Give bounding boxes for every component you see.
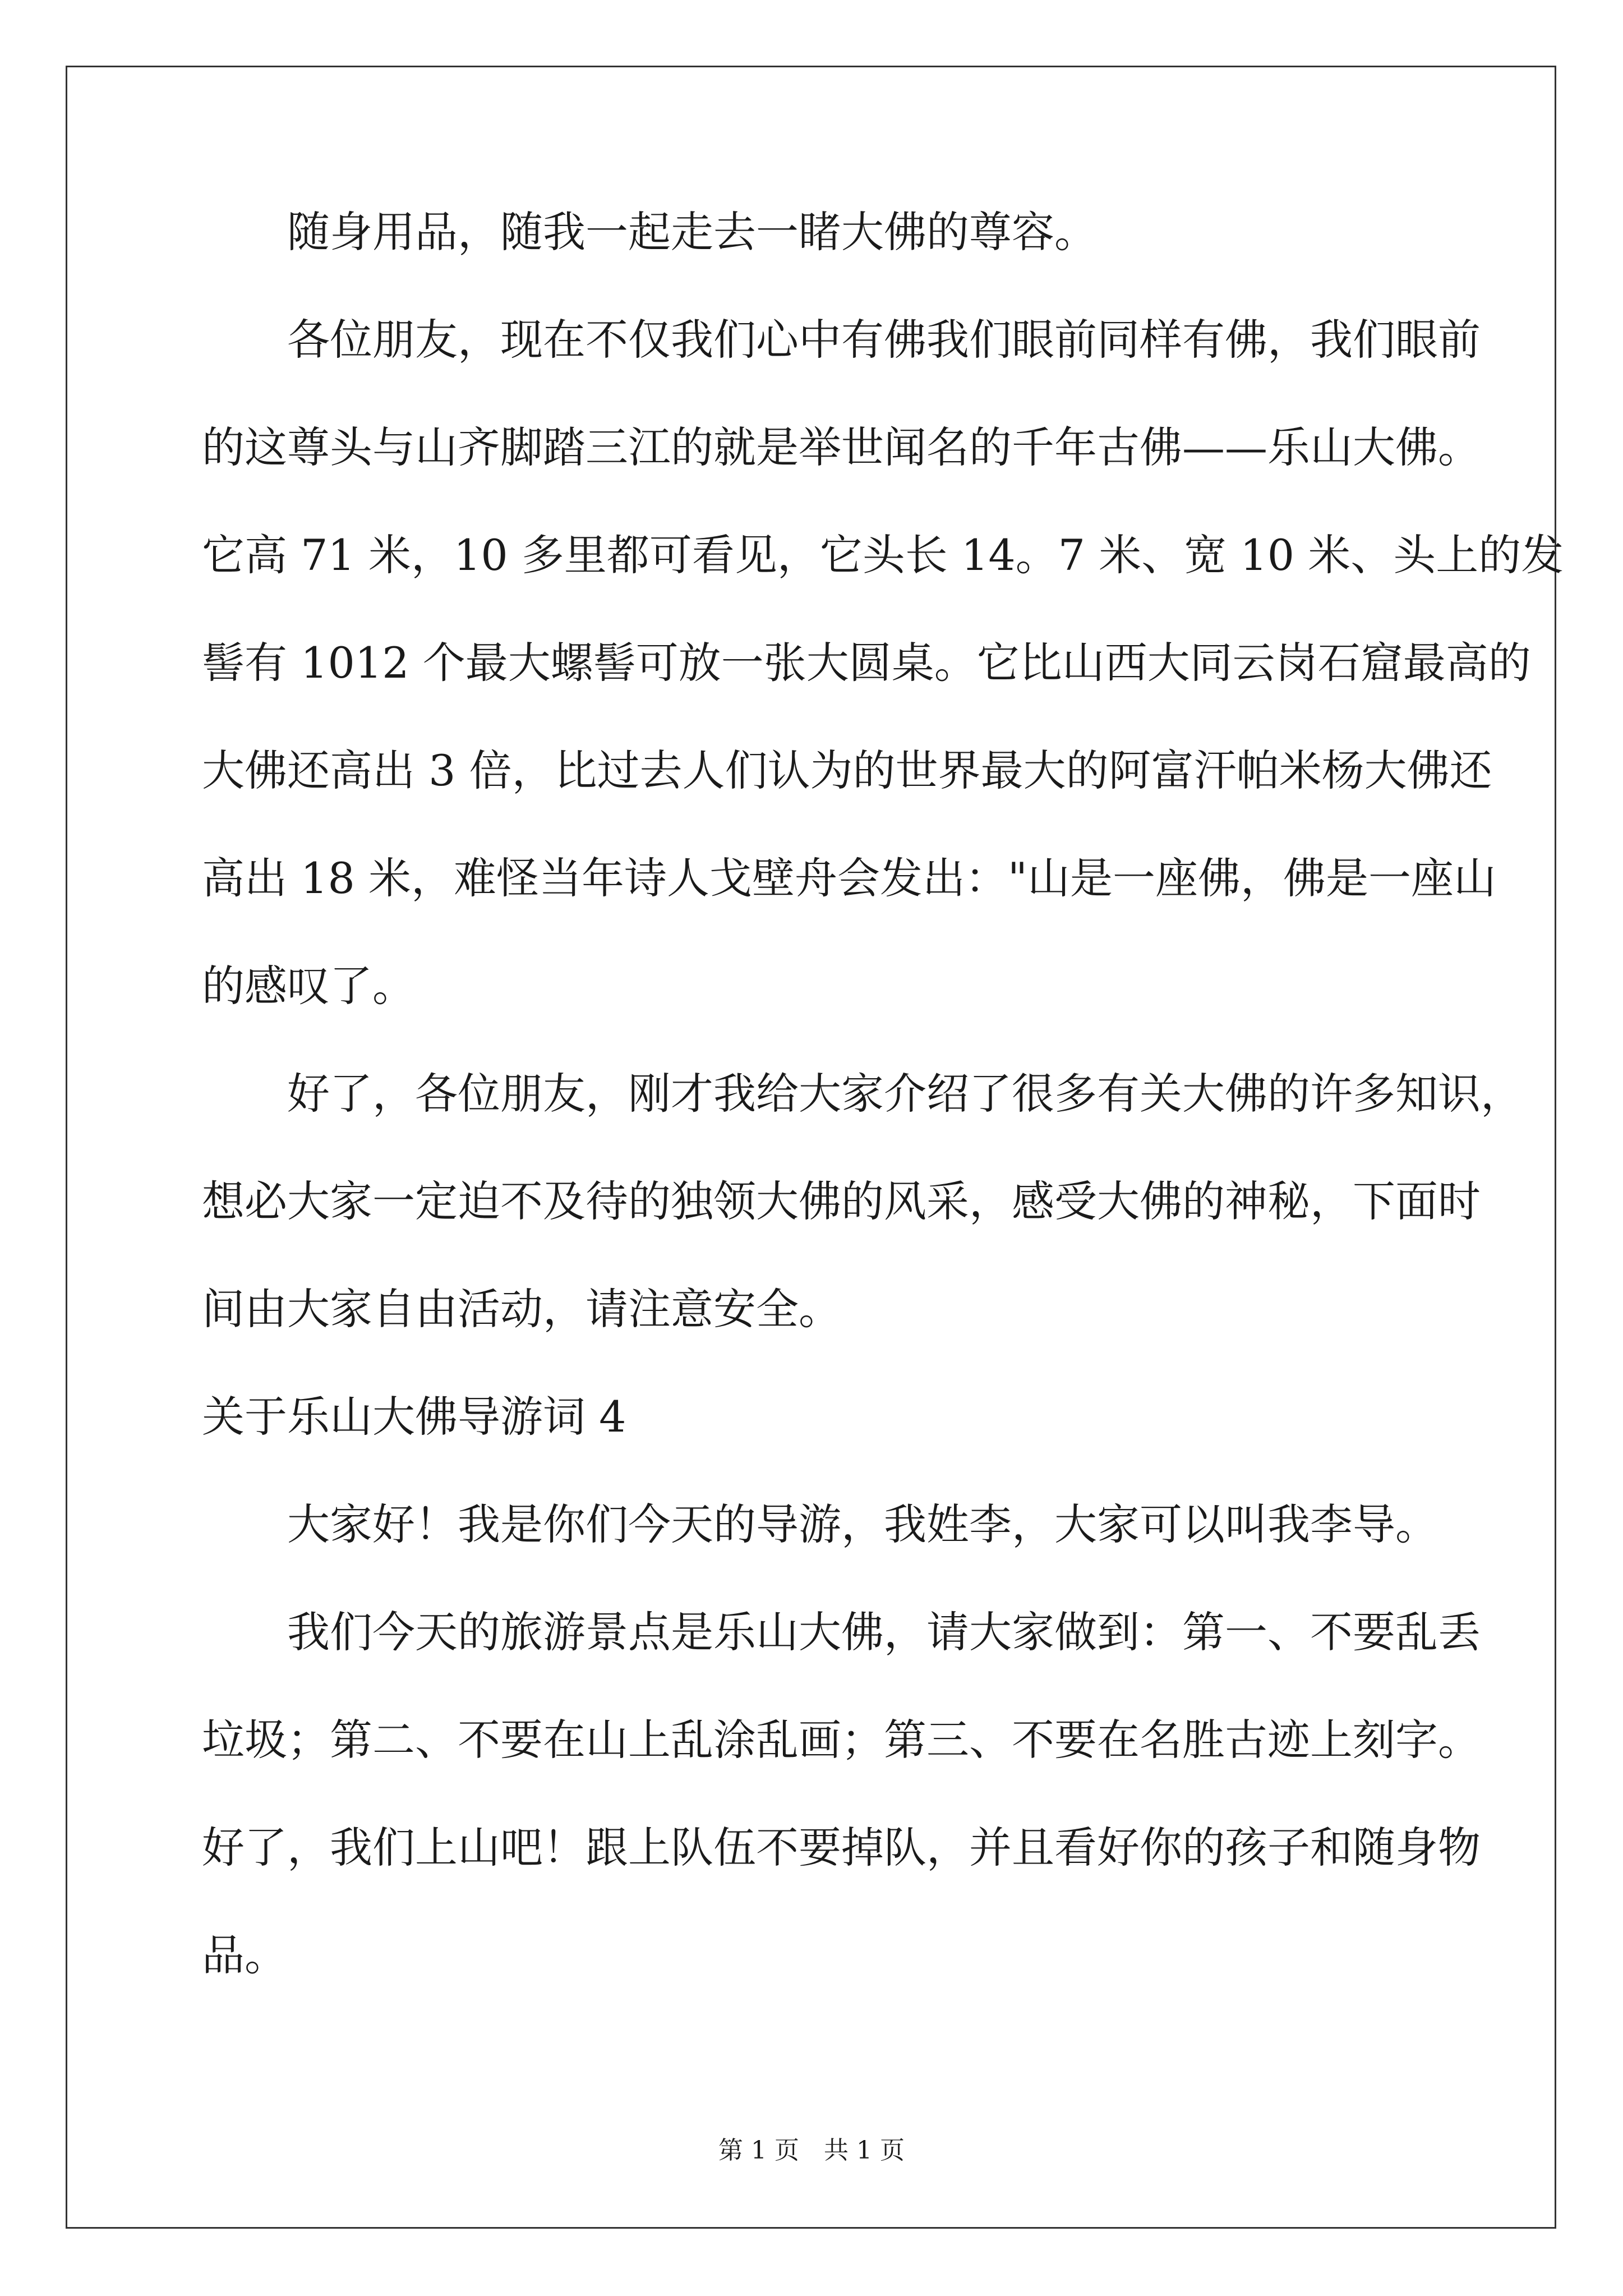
text-line: 大佛还高出 3 倍，比过去人们认为的世界最大的阿富汗帕米杨大佛还 bbox=[202, 746, 1492, 795]
text-line: 随身用品，随我一起走去一睹大佛的尊容。 bbox=[202, 207, 1097, 257]
text-line: 高出 18 米，难怪当年诗人戈壁舟会发出："山是一座佛，佛是一座山 bbox=[202, 853, 1496, 903]
text-line: 各位朋友，现在不仅我们心中有佛我们眼前同样有佛，我们眼前 bbox=[202, 315, 1481, 365]
text-line: 它高 71 米，10 多里都可看见，它头长 14。7 米、宽 10 米、头上的发 bbox=[202, 530, 1564, 580]
text-line: 的这尊头与山齐脚踏三江的就是举世闻名的千年古佛——乐山大佛。 bbox=[202, 422, 1481, 472]
text-line: 垃圾；第二、不要在山上乱涂乱画；第三、不要在名胜古迹上刻字。 bbox=[202, 1715, 1481, 1765]
text-line: 想必大家一定迫不及待的独领大佛的风采，感受大佛的神秘，下面时 bbox=[202, 1176, 1481, 1226]
text-line: 的感叹了。 bbox=[202, 961, 415, 1011]
text-line: 髻有 1012 个最大螺髻可放一张大圆桌。它比山西大同云岗石窟最高的 bbox=[202, 638, 1531, 688]
text-line: 品。 bbox=[202, 1930, 287, 1980]
page-footer bbox=[0, 2138, 1623, 2163]
text-line: 间由大家自由活动，请注意安全。 bbox=[202, 1284, 841, 1334]
page-number: 第 1 页 bbox=[718, 2136, 799, 2165]
text-line: 我们今天的旅游景点是乐山大佛，请大家做到：第一、不要乱丢 bbox=[202, 1607, 1481, 1657]
text-line: 大家好！我是你们今天的导游，我姓李，大家可以叫我李导。 bbox=[202, 1499, 1438, 1549]
section-heading: 关于乐山大佛导游词 4 bbox=[202, 1392, 626, 1442]
text-line: 好了，各位朋友，刚才我给大家介绍了很多有关大佛的许多知识， bbox=[202, 1069, 1523, 1119]
page-border bbox=[66, 66, 1556, 2229]
text-line: 好了，我们上山吧！跟上队伍不要掉队，并且看好你的孩子和随身物 bbox=[202, 1823, 1481, 1872]
page-total: 共 1 页 bbox=[824, 2136, 905, 2165]
